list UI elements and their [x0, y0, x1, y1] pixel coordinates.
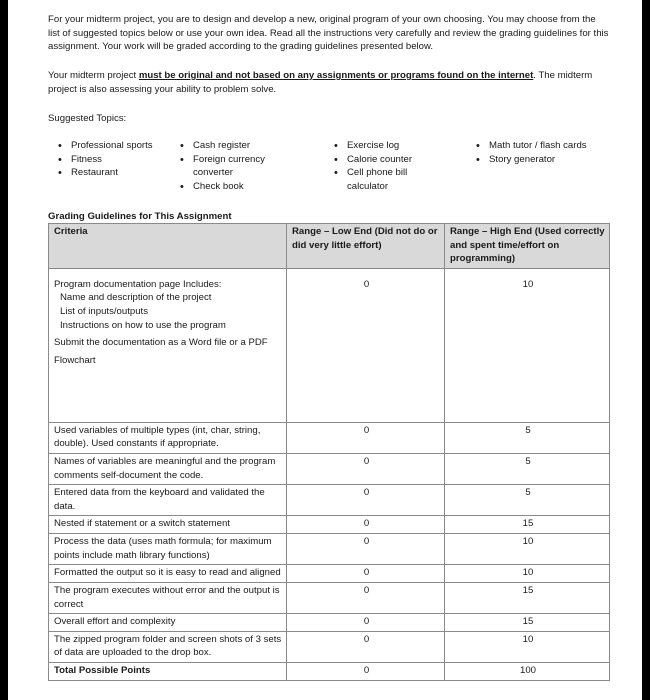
- topic-item: • Professional sports: [56, 139, 176, 153]
- low-cell: 0: [287, 534, 445, 565]
- high-cell: [445, 268, 610, 422]
- topics-column-2: [178, 139, 288, 193]
- high-cell: 5: [445, 454, 610, 485]
- doc-item: Instructions on how to use the program: [60, 319, 226, 331]
- criteria-cell: Names of variables are meaningful and the program comments self-document the code.: [49, 454, 287, 485]
- low-cell: 0: [287, 516, 445, 534]
- total-label: Total Possible Points: [49, 662, 287, 680]
- doc-item: Name and description of the project: [60, 292, 212, 304]
- high-cell: 15: [445, 614, 610, 632]
- criteria-cell: Formatted the output so it is easy to read and aligned: [49, 565, 287, 583]
- criteria-cell: Process the data (uses math formula; for maximum points include math library functions): [49, 534, 287, 565]
- topic-item: • Math tutor / flash cards: [474, 139, 594, 153]
- criteria-cell: Overall effort and complexity: [49, 614, 287, 632]
- originality-emphasis: must be original and not based on any assignments or programs found on the internet: [138, 70, 534, 81]
- low-cell: 0: [287, 422, 445, 453]
- high-cell: 10: [445, 534, 610, 565]
- doc-submit: Submit the documentation as a Word file or a PDF: [54, 337, 268, 349]
- table-row: [49, 582, 610, 613]
- criteria-cell: Entered data from the keyboard and validated the data.: [49, 485, 287, 516]
- topic-item: • Check book: [178, 180, 288, 194]
- table-row: [49, 454, 610, 485]
- low-cell: 0: [287, 454, 445, 485]
- total-high: 100: [445, 662, 610, 680]
- high-cell: 5: [445, 422, 610, 453]
- table-row: [49, 422, 610, 453]
- criteria-cell: [49, 268, 287, 422]
- topics-column-1: [56, 139, 176, 180]
- low-cell: 0: [287, 565, 445, 583]
- total-low: 0: [287, 662, 445, 680]
- table-header-row: [49, 224, 610, 269]
- header-low-end: Range – Low End (Did not do or did very little effort): [287, 224, 445, 269]
- topic-item: • Calorie counter: [332, 153, 432, 167]
- high-cell: 10: [445, 565, 610, 583]
- criteria-cell: The program executes without error and the output is correct: [49, 582, 287, 613]
- doc-heading: Program documentation page Includes:: [54, 278, 222, 290]
- criteria-cell: Used variables of multiple types (int, char, string, double). Used constants if appropriate.: [49, 422, 287, 453]
- grading-title: Grading Guidelines for This Assignment: [48, 211, 232, 222]
- high-cell: 10: [445, 631, 610, 662]
- low-cell: 0: [287, 614, 445, 632]
- table-row: [49, 485, 610, 516]
- originality-lead: Your midterm project: [48, 70, 139, 81]
- low-cell: 0: [287, 631, 445, 662]
- header-criteria: Criteria: [49, 224, 287, 269]
- table-row: [49, 268, 610, 422]
- table-row: [49, 631, 610, 662]
- table-row: [49, 565, 610, 583]
- low-cell: 0: [287, 582, 445, 613]
- topic-item: • Foreign currency converter: [178, 153, 288, 180]
- topics-column-4: [474, 139, 594, 166]
- high-cell: 15: [445, 516, 610, 534]
- low-value: 0: [363, 278, 370, 290]
- table-row: [49, 516, 610, 534]
- high-cell: 15: [445, 582, 610, 613]
- originality-tail: . The midterm project is also assessing your ability to problem solve.: [48, 70, 593, 95]
- topics-column-3: [332, 139, 432, 193]
- topic-item: • Restaurant: [56, 166, 176, 180]
- high-cell: 5: [445, 485, 610, 516]
- doc-item: List of inputs/outputs: [60, 306, 148, 318]
- suggested-topics-label: Suggested Topics:: [48, 113, 127, 124]
- criteria-cell: Nested if statement or a switch statement: [49, 516, 287, 534]
- topic-item: • Cash register: [178, 139, 288, 153]
- originality-paragraph: [48, 69, 610, 96]
- grading-table: [48, 223, 610, 681]
- topic-item: • Cell phone bill calculator: [332, 166, 432, 193]
- document-page: [8, 0, 642, 700]
- low-cell: 0: [287, 485, 445, 516]
- low-cell: [287, 268, 445, 422]
- high-value: 10: [522, 278, 534, 290]
- table-row: [49, 614, 610, 632]
- topic-item: • Story generator: [474, 153, 594, 167]
- topic-item: • Exercise log: [332, 139, 432, 153]
- table-row: [49, 534, 610, 565]
- topic-item: • Fitness: [56, 153, 176, 167]
- intro-paragraph: For your midterm project, you are to design and develop a new, original program of your own choosing. You may choose from the list of suggested topics below or use your own idea. Read all the instructions very carefully and review the grading guidelines for this assignment. Your work will be graded according to the grading guidelines presented below.: [48, 14, 609, 53]
- total-row: [49, 662, 610, 680]
- header-high-end: Range – High End (Used correctly and spent time/effort on programming): [445, 224, 610, 269]
- criteria-cell: The zipped program folder and screen shots of 3 sets of data are uploaded to the drop box.: [49, 631, 287, 662]
- doc-flowchart: Flowchart: [54, 354, 96, 366]
